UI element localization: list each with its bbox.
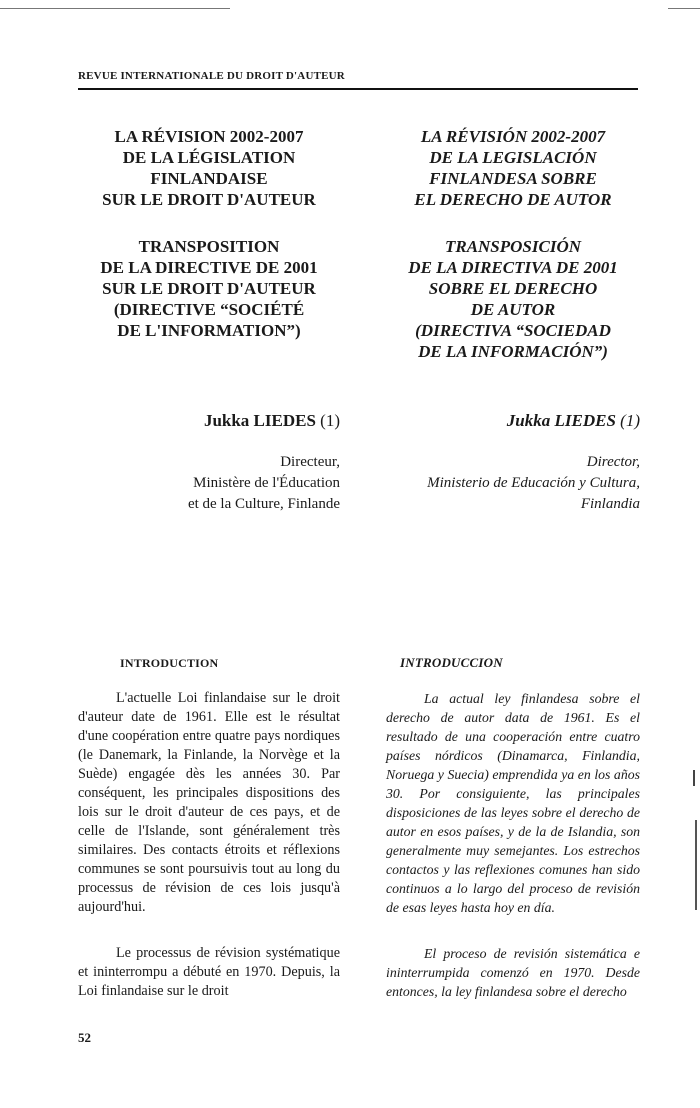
- spanish-affiliation: [390, 452, 640, 515]
- french-title: [78, 126, 340, 210]
- affiliation-line: Finlandia: [580, 496, 640, 512]
- subtitle-line: DE L'INFORMATION”): [117, 321, 301, 340]
- page-number: 52: [78, 1030, 91, 1045]
- footnote-ref: (1): [320, 411, 340, 430]
- subtitle-line: DE LA INFORMACIÓN”): [418, 342, 608, 361]
- title-line: DE LA LEGISLACIÓN: [429, 148, 597, 167]
- footnote-ref: (1): [620, 411, 640, 430]
- french-affiliation: [90, 452, 340, 515]
- title-line: FINLANDESA SOBRE: [429, 169, 597, 188]
- subtitle-line: TRANSPOSICIÓN: [444, 237, 582, 256]
- scan-edge-line: [0, 8, 230, 9]
- running-head: REVUE INTERNATIONALE DU DROIT D'AUTEUR: [78, 70, 345, 82]
- subtitle-line: DE AUTOR: [470, 300, 556, 319]
- subtitle-line: SOBRE EL DERECHO: [428, 279, 598, 298]
- affiliation-line: Director,: [586, 454, 640, 470]
- author-name: Jukka LIEDES: [506, 411, 616, 430]
- scan-edge-mark: [693, 770, 695, 786]
- affiliation-line: Ministère de l'Éducation: [193, 475, 340, 491]
- affiliation-line: et de la Culture, Finlande: [187, 496, 340, 512]
- affiliation-line: Directeur,: [280, 454, 340, 470]
- subtitle-line: TRANSPOSITION: [138, 237, 280, 256]
- title-line: LA RÉVISION 2002-2007: [114, 127, 304, 146]
- subtitle-line: (DIRECTIVA “SOCIEDAD: [415, 321, 611, 340]
- spanish-subtitle: [386, 236, 640, 362]
- spanish-section-heading: INTRODUCCION: [400, 655, 503, 670]
- spanish-author: [507, 410, 640, 431]
- title-line: DE LA LÉGISLATION: [122, 148, 296, 167]
- title-line: FINLANDAISE: [150, 169, 268, 188]
- title-line: LA RÉVISIÓN 2002-2007: [420, 127, 606, 146]
- title-line: SUR LE DROIT D'AUTEUR: [102, 190, 316, 209]
- subtitle-line: (DIRECTIVE “SOCIÉTÉ: [113, 300, 305, 319]
- spanish-paragraph: El proceso de revisión sistemática e ininterrumpida comenzó en 1970. Desde entonces, la ley finlandesa sobre el derecho: [386, 946, 640, 999]
- scan-edge-mark: [695, 820, 697, 910]
- author-name: Jukka LIEDES: [203, 411, 316, 430]
- subtitle-line: DE LA DIRECTIVE DE 2001: [100, 258, 318, 277]
- subtitle-line: SUR LE DROIT D'AUTEUR: [102, 279, 316, 298]
- french-subtitle: [78, 236, 340, 341]
- header-rule: [78, 88, 638, 90]
- scan-edge-line: [668, 8, 700, 9]
- spanish-title: [386, 126, 640, 210]
- title-line: EL DERECHO DE AUTOR: [414, 190, 612, 209]
- affiliation-line: Ministerio de Educación y Cultura,: [427, 475, 640, 491]
- french-author: [204, 410, 340, 431]
- french-section-heading: INTRODUCTION: [120, 656, 219, 670]
- spanish-paragraph: La actual ley finlandesa sobre el derecho de autor data de 1961. Es el resultado de una cooperación entre cuatro países nórdicos (Dinamarca, Finlandia, Noruega y Suecia) emprendida ya en los años 30. Por consiguiente, las principales disposiciones de las leyes sobre el derecho de autor en esos países, y de la de Islandia, son generalmente muy semejantes. Los estrechos contactos y las reflexiones comunes han sido continuos a lo largo del proceso de revisión de esas leyes hasta hoy en día.: [386, 691, 640, 915]
- subtitle-line: DE LA DIRECTIVA DE 2001: [408, 258, 618, 277]
- french-paragraph: Le processus de révision systématique et ininterrompu a débuté en 1970. Depuis, la Loi finlandaise sur le droit: [78, 945, 340, 999]
- french-paragraph: L'actuelle Loi finlandaise sur le droit d'auteur date de 1961. Elle est le résultat d'une coopération entre quatre pays nordiques (le Danemark, la Finlande, la Norvège et la Suède) engagée dès les années 30. Par conséquent, les principales dispositions des lois sur le droit d'auteur de ces pays, et de celle de l'Islande, sont généralement très similaires. Des contacts étroits et réflexions communes se sont poursuivis tout au long du processus de révision de ces lois jusqu'à aujourd'hui.: [78, 690, 340, 915]
